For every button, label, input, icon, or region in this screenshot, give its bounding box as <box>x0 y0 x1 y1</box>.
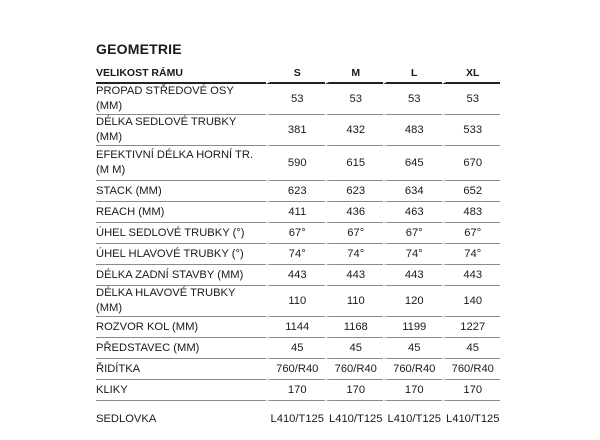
value-text: 760/R40 <box>334 362 377 375</box>
row-value <box>383 380 442 401</box>
value-text: 652 <box>463 184 483 197</box>
table-row <box>96 265 500 286</box>
row-value <box>383 359 442 380</box>
row-value <box>442 202 501 223</box>
value-text: 53 <box>466 92 479 105</box>
value-text: 53 <box>349 92 362 105</box>
value-text: L410/T125 <box>446 412 500 425</box>
value-text: 170 <box>463 383 483 396</box>
row-value <box>383 401 442 437</box>
value-text: 590 <box>287 156 307 169</box>
row-value <box>266 115 325 146</box>
table-row <box>96 181 500 202</box>
row-value <box>325 317 384 338</box>
value-text: 110 <box>288 294 307 307</box>
row-value <box>266 401 325 437</box>
value-text: 170 <box>346 383 366 396</box>
row-label: DÉLKA SEDLOVÉ TRUBKY (MM) <box>96 115 266 146</box>
table-row <box>96 115 500 146</box>
value-text: 1227 <box>460 320 486 333</box>
row-value <box>383 202 442 223</box>
row-value <box>383 115 442 146</box>
header-row <box>96 65 500 84</box>
size-header-l: L <box>383 65 442 84</box>
size-header-xl: XL <box>442 65 501 84</box>
value-text: 760/R40 <box>276 362 319 375</box>
value-text: 411 <box>288 205 307 218</box>
table-row <box>96 223 500 244</box>
row-value <box>325 338 384 359</box>
row-label: ŘIDÍTKA <box>96 359 266 380</box>
row-label: SEDLOVKA <box>96 412 157 425</box>
row-label: STACK (MM) <box>96 181 266 202</box>
row-value <box>325 223 384 244</box>
row-value <box>442 84 501 115</box>
value-text: 381 <box>287 123 307 136</box>
row-value <box>383 223 442 244</box>
value-text: 74° <box>405 247 423 260</box>
row-value <box>266 244 325 265</box>
value-text: 443 <box>463 268 483 281</box>
value-text: L410/T125 <box>387 412 441 425</box>
row-value <box>325 359 384 380</box>
value-text: 645 <box>404 156 424 169</box>
value-text: 45 <box>466 341 479 354</box>
row-value <box>325 115 384 146</box>
row-label: KLIKY <box>96 380 266 401</box>
row-value <box>266 223 325 244</box>
value-text: 483 <box>463 205 483 218</box>
value-text: 67° <box>347 226 365 239</box>
row-value <box>442 265 501 286</box>
row-value <box>266 380 325 401</box>
row-value <box>266 202 325 223</box>
table-row <box>96 338 500 359</box>
value-text: 623 <box>346 184 366 197</box>
value-text: 67° <box>405 226 423 239</box>
size-header-m: M <box>325 65 384 84</box>
row-value <box>325 265 384 286</box>
row-label: ÚHEL SEDLOVÉ TRUBKY (°) <box>96 223 266 244</box>
value-text: 67° <box>288 226 306 239</box>
row-value <box>383 181 442 202</box>
row-value <box>325 380 384 401</box>
value-text: 760/R40 <box>393 362 436 375</box>
row-value <box>325 84 384 115</box>
value-text: 53 <box>408 92 421 105</box>
row-value <box>325 401 384 437</box>
value-text: 74° <box>347 247 365 260</box>
row-value <box>325 146 384 181</box>
table-row <box>96 244 500 265</box>
value-text: 45 <box>349 341 362 354</box>
table-row <box>96 317 500 338</box>
value-text: 140 <box>463 294 483 307</box>
value-text: 443 <box>287 268 307 281</box>
geometry-table <box>96 65 500 437</box>
section-title: GEOMETRIE <box>96 41 182 57</box>
value-text: 615 <box>346 156 366 169</box>
row-value <box>383 338 442 359</box>
row-label: EFEKTIVNÍ DÉLKA HORNÍ TR. (M M) <box>96 146 266 181</box>
row-label: REACH (MM) <box>96 202 266 223</box>
row-value <box>383 84 442 115</box>
row-value <box>442 146 501 181</box>
value-text: 170 <box>287 383 307 396</box>
row-value <box>266 359 325 380</box>
value-text: 74° <box>288 247 306 260</box>
row-value <box>383 286 442 317</box>
row-value <box>266 84 325 115</box>
row-value <box>383 146 442 181</box>
table-row <box>96 84 500 115</box>
value-text: L410/T125 <box>329 412 383 425</box>
value-text: 45 <box>291 341 304 354</box>
row-value <box>266 317 325 338</box>
value-text: 45 <box>408 341 421 354</box>
value-text: 53 <box>291 92 304 105</box>
value-text: 670 <box>463 156 483 169</box>
row-value <box>442 223 501 244</box>
row-value <box>442 380 501 401</box>
row-value <box>325 244 384 265</box>
table-row <box>96 286 500 317</box>
value-text: 483 <box>404 123 424 136</box>
value-text: 533 <box>463 123 483 136</box>
value-text: 1168 <box>343 320 368 333</box>
value-text: L410/T125 <box>270 412 324 425</box>
value-text: 463 <box>404 205 424 218</box>
row-value <box>325 181 384 202</box>
table-row <box>96 359 500 380</box>
row-value <box>442 338 501 359</box>
row-label: DÉLKA HLAVOVÉ TRUBKY (MM) <box>96 286 266 317</box>
row-value <box>442 286 501 317</box>
value-text: 436 <box>346 205 366 218</box>
row-label: ROZVOR KOL (MM) <box>96 317 266 338</box>
value-text: 1199 <box>402 320 427 333</box>
value-text: 443 <box>346 268 366 281</box>
value-text: 443 <box>404 268 424 281</box>
table-row <box>96 146 500 181</box>
value-text: 74° <box>464 247 482 260</box>
value-text: 634 <box>404 184 424 197</box>
row-value <box>442 401 501 437</box>
row-value <box>383 317 442 338</box>
row-value <box>325 286 384 317</box>
row-value <box>442 115 501 146</box>
table-row <box>96 202 500 223</box>
size-header-s: S <box>266 65 325 84</box>
row-label: PŘEDSTAVEC (MM) <box>96 338 266 359</box>
row-value <box>266 286 325 317</box>
row-value <box>266 338 325 359</box>
row-label: DÉLKA ZADNÍ STAVBY (MM) <box>96 265 266 286</box>
row-value <box>442 359 501 380</box>
row-value <box>383 265 442 286</box>
row-value <box>442 244 501 265</box>
row-value <box>442 181 501 202</box>
row-label: PROPAD STŘEDOVÉ OSY (MM) <box>96 84 266 115</box>
value-text: 1144 <box>285 320 310 333</box>
value-text: 432 <box>346 123 366 136</box>
geometry-section <box>96 40 500 437</box>
value-text: 110 <box>346 294 365 307</box>
row-value <box>383 244 442 265</box>
value-text: 170 <box>404 383 424 396</box>
value-text: 120 <box>404 294 424 307</box>
row-value <box>325 202 384 223</box>
row-value <box>266 181 325 202</box>
table-body <box>96 84 500 437</box>
table-row <box>96 380 500 401</box>
frame-size-header: VELIKOST RÁMU <box>96 65 266 84</box>
value-text: 760/R40 <box>451 362 494 375</box>
row-value <box>442 317 501 338</box>
table-row <box>96 401 500 437</box>
value-text: 623 <box>287 184 307 197</box>
row-value <box>266 146 325 181</box>
value-text: 67° <box>464 226 482 239</box>
row-value <box>266 265 325 286</box>
row-label: ÚHEL HLAVOVÉ TRUBKY (°) <box>96 244 266 265</box>
